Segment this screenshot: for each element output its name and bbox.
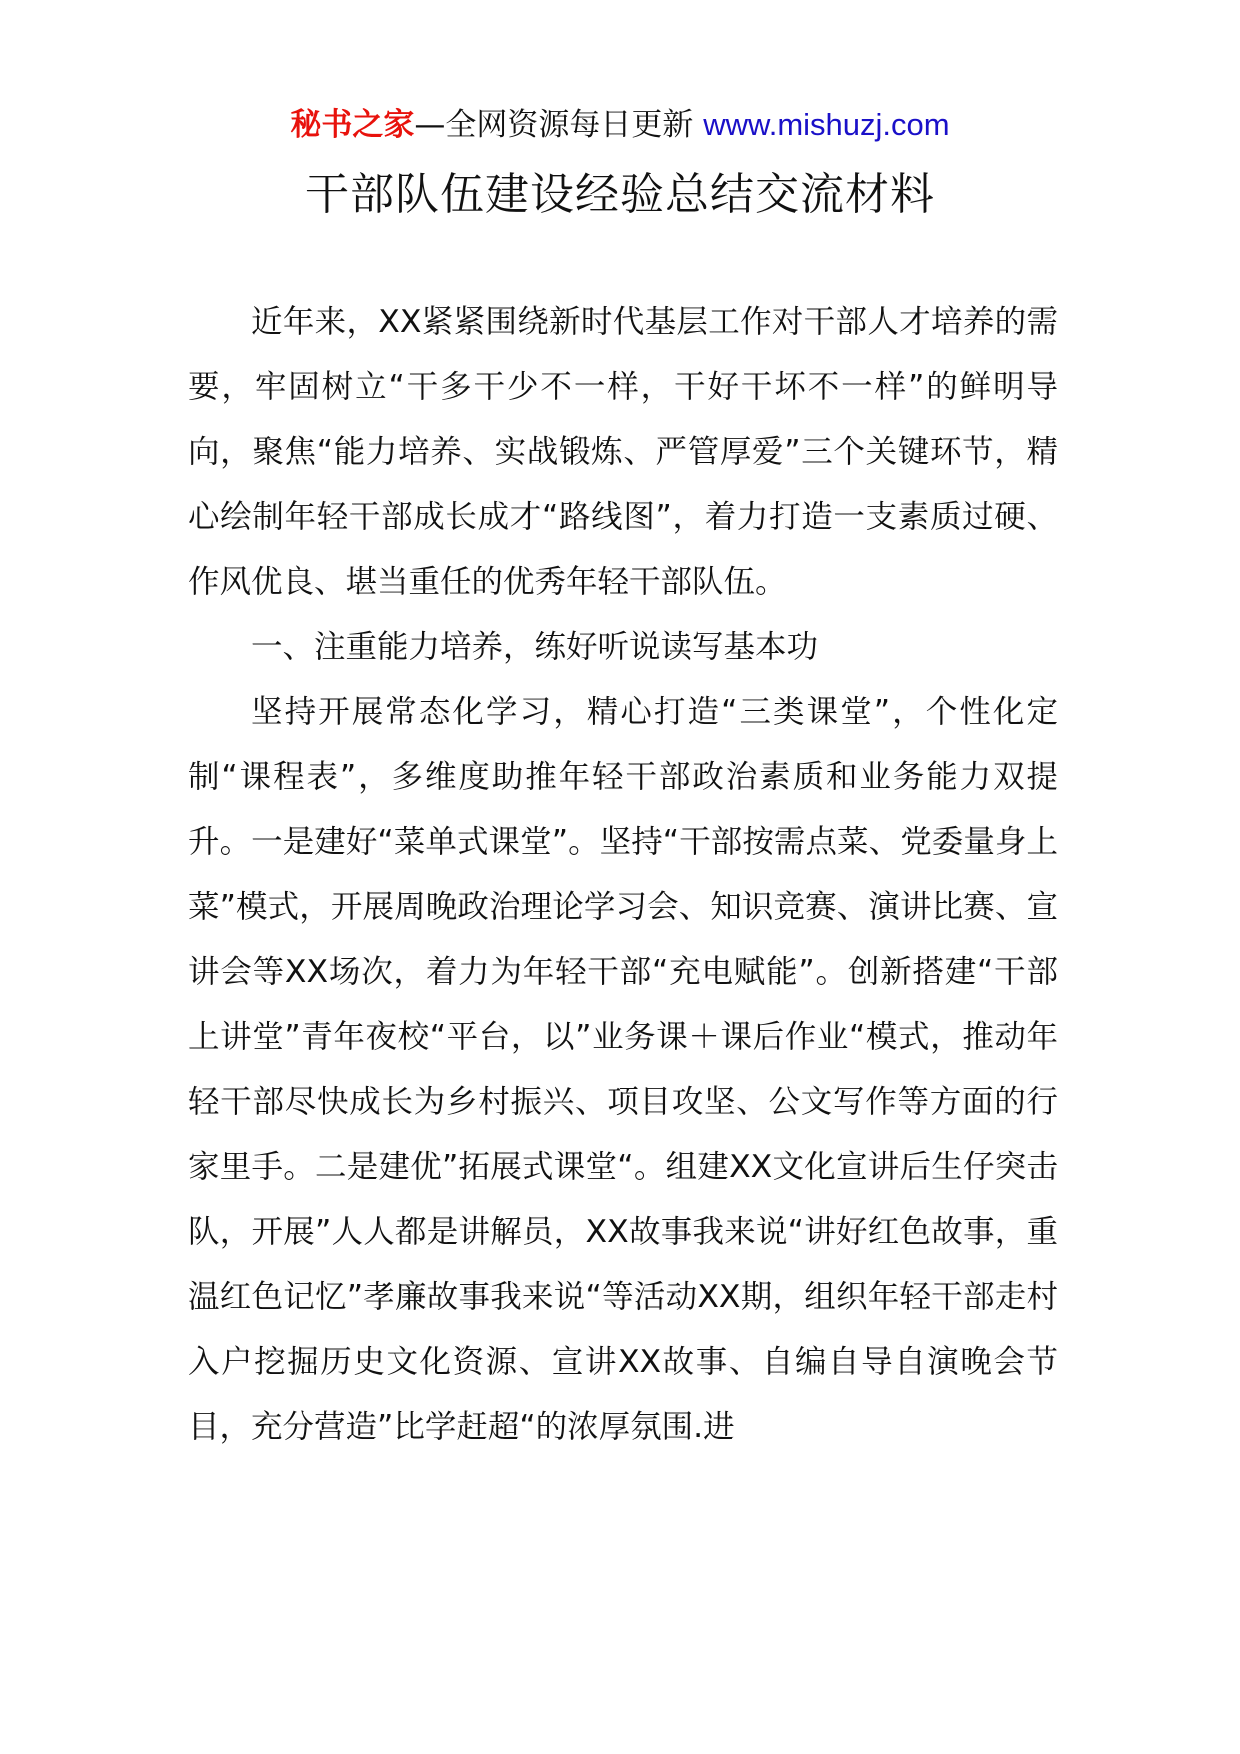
site-brand: 秘书之家 xyxy=(290,107,415,143)
site-slogan: —全网资源每日更新 xyxy=(414,107,704,143)
intro-paragraph: 近年来，XX紧紧围绕新时代基层工作对干部人才培养的需要，牢固树立“干多干少不一样，干好干坏不一样”的鲜明导向，聚焦“能力培养、实战锻炼、严管厚爱”三个关键环节，精心绘制年轻干部成长成才“路线图”，着力打造一支素质过硬、作风优良、堪当重任的优秀年轻干部队伍。 xyxy=(188,304,1058,600)
document-title: 干部队伍建设经验总结交流材料 xyxy=(305,169,935,220)
site-header xyxy=(0,100,1240,150)
section-paragraph: 坚持开展常态化学习，精心打造“三类课堂”，个性化定制“课程表”，多维度助推年轻干部政治素质和业务能力双提升。一是建好“菜单式课堂”。坚持“干部按需点菜、党委量身上菜”模式，开展周晚政治理论学习会、知识竞赛、演讲比赛、宣讲会等XX场次，着力为年轻干部“充电赋能”。创新搭建“干部上讲堂”青年夜校“平台，以”业务课＋课后作业“模式，推动年轻干部尽快成长为乡村振兴、项目攻坚、公文写作等方面的行家里手。二是建优”拓展式课堂“。组建XX文化宣讲后生仔突击队，开展”人人都是讲解员，XX故事我来说“讲好红色故事，重温红色记忆”孝廉故事我来说“等活动XX期，组织年轻干部走村入户挖掘历史文化资源、宣讲XX故事、自编自导自演晚会节目，充分营造”比学赶超“的浓厚氛围.进 xyxy=(188,694,1058,1445)
document-body xyxy=(188,290,1058,1460)
section-heading: 一、注重能力培养，练好听说读写基本功 xyxy=(251,629,819,665)
site-url-link[interactable]: www.mishuzj.com xyxy=(703,107,950,142)
